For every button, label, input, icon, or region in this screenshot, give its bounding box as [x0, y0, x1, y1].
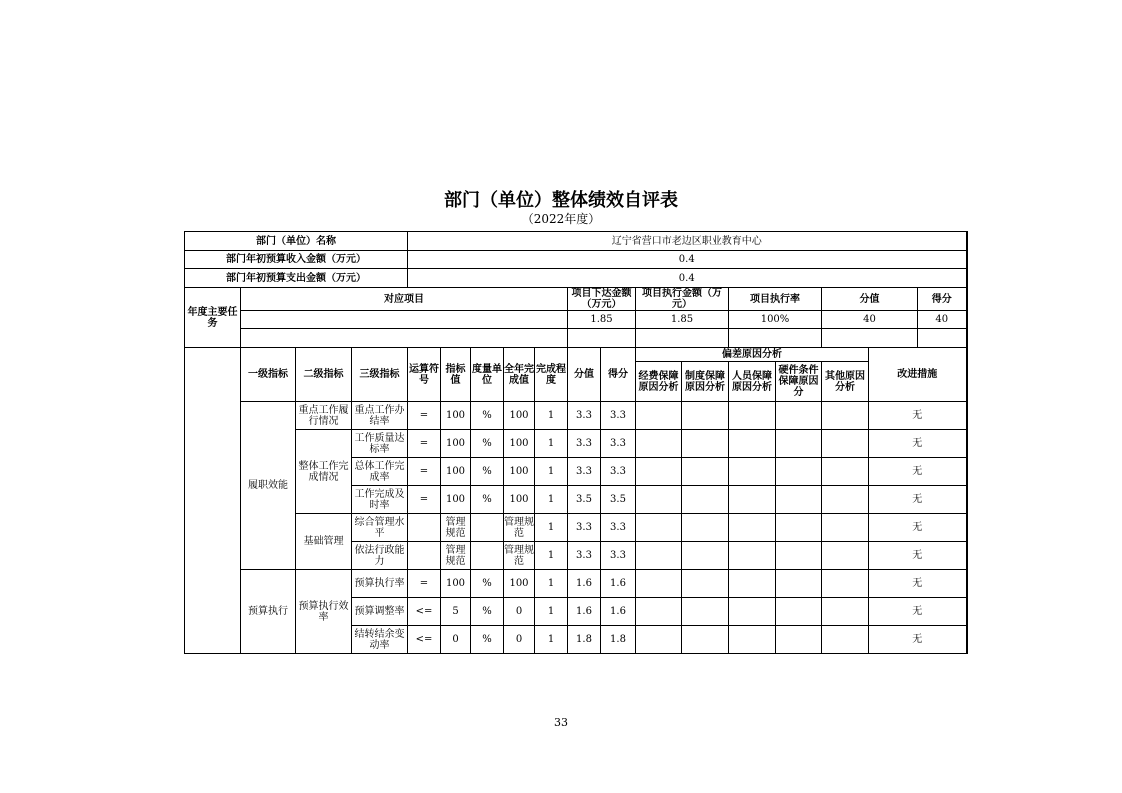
table-cell: 3.3 — [568, 430, 601, 458]
table-cell: 无 — [869, 486, 967, 514]
info-row-expense — [185, 269, 967, 288]
table-cell: 1 — [535, 570, 568, 598]
table-cell — [636, 598, 682, 626]
execution-rate-value: 100% — [729, 311, 822, 329]
dept-name-value: 辽宁省营口市老边区职业教育中心 — [408, 232, 967, 251]
table-cell — [822, 598, 869, 626]
page-title: 部门（单位）整体绩效自评表 — [444, 190, 678, 211]
table-cell: 100 — [504, 486, 535, 514]
indicator-blank-cell — [185, 348, 241, 654]
dev-funding-header: 经费保障原因分析 — [636, 362, 682, 402]
table-cell: 3.3 — [601, 542, 636, 570]
executed-amount-header: 项目执行金额（万元） — [636, 288, 729, 311]
table-cell: 依法行政能力 — [352, 542, 408, 570]
table-cell: 管理规范 — [441, 514, 471, 542]
dept-name-label: 部门（单位）名称 — [185, 232, 408, 251]
target-header: 指标值 — [441, 348, 471, 402]
table-cell: 3.3 — [601, 402, 636, 430]
project-value — [241, 311, 568, 329]
table-row — [185, 402, 967, 430]
table-cell — [822, 486, 869, 514]
executed-amount-value: 1.85 — [636, 311, 729, 329]
table-cell — [729, 542, 776, 570]
dev-other-header: 其他原因分析 — [822, 362, 869, 402]
score-header: 得分 — [918, 288, 967, 311]
income-value: 0.4 — [408, 251, 967, 269]
table-cell: 管理规范 — [441, 542, 471, 570]
table-cell — [776, 626, 822, 654]
table-cell: % — [471, 626, 504, 654]
project-header: 对应项目 — [241, 288, 568, 311]
weight-header: 分值 — [568, 348, 601, 402]
table-cell — [729, 626, 776, 654]
table-cell — [568, 329, 636, 348]
table-cell — [776, 570, 822, 598]
deviation-header: 偏差原因分析 — [636, 348, 869, 362]
table-cell: 0 — [441, 626, 471, 654]
table-cell: 综合管理水平 — [352, 514, 408, 542]
table-cell: <= — [408, 598, 441, 626]
table-cell — [822, 514, 869, 542]
table-cell: 工作质量达标率 — [352, 430, 408, 458]
table-cell: 1 — [535, 402, 568, 430]
dev-hardware-header: 硬件条件保障原因分 — [776, 362, 822, 402]
table-cell — [822, 430, 869, 458]
table-cell — [682, 486, 729, 514]
table-cell: = — [408, 402, 441, 430]
table-cell: 重点工作办结率 — [352, 402, 408, 430]
table-cell: 总体工作完成率 — [352, 458, 408, 486]
table-cell: % — [471, 402, 504, 430]
table-cell — [471, 542, 504, 570]
table-cell — [408, 542, 441, 570]
table-cell — [776, 598, 822, 626]
score-weight-header: 分值 — [822, 288, 918, 311]
group-budget-efficiency: 预算执行效率 — [296, 570, 352, 654]
group-performance: 履职效能 — [241, 402, 296, 570]
table-cell: = — [408, 458, 441, 486]
task-empty-row — [185, 329, 967, 348]
table-cell: 无 — [869, 458, 967, 486]
table-cell: 3.3 — [601, 458, 636, 486]
table-cell: 工作完成及时率 — [352, 486, 408, 514]
task-header-row — [185, 288, 967, 311]
table-cell: 3.3 — [601, 430, 636, 458]
table-cell: 管理规范 — [504, 542, 535, 570]
table-cell: 1 — [535, 514, 568, 542]
group-budget-exec: 预算执行 — [241, 570, 296, 654]
table-cell — [776, 430, 822, 458]
table-cell — [682, 626, 729, 654]
level1-header: 一级指标 — [241, 348, 296, 402]
table-cell: 5 — [441, 598, 471, 626]
table-cell: 1.6 — [601, 570, 636, 598]
table-cell — [636, 329, 729, 348]
score-value: 40 — [918, 311, 967, 329]
unit-header: 度量单位 — [471, 348, 504, 402]
dev-system-header: 制度保障原因分析 — [682, 362, 729, 402]
page-subtitle: （2022年度） — [521, 212, 601, 226]
table-cell: 1.6 — [568, 570, 601, 598]
table-cell: 预算调整率 — [352, 598, 408, 626]
table-cell — [822, 329, 918, 348]
table-cell: 1 — [535, 458, 568, 486]
table-cell: 无 — [869, 542, 967, 570]
operator-header: 运算符号 — [408, 348, 441, 402]
improvement-header: 改进措施 — [869, 348, 967, 402]
table-cell: = — [408, 486, 441, 514]
table-cell: 无 — [869, 598, 967, 626]
group-key-work: 重点工作履行情况 — [296, 402, 352, 430]
table-cell: 1.6 — [568, 598, 601, 626]
table-cell — [822, 542, 869, 570]
table-cell: 100 — [441, 458, 471, 486]
table-cell: 3.3 — [601, 514, 636, 542]
table-cell — [729, 402, 776, 430]
table-cell — [682, 542, 729, 570]
table-cell — [682, 458, 729, 486]
table-cell — [636, 514, 682, 542]
table-cell: 1 — [535, 486, 568, 514]
table-cell — [822, 458, 869, 486]
table-row — [185, 514, 967, 542]
table-cell: 100 — [441, 402, 471, 430]
table-cell: 无 — [869, 402, 967, 430]
table-cell — [918, 329, 967, 348]
table-cell: 100 — [504, 402, 535, 430]
table-cell — [682, 598, 729, 626]
table-cell — [822, 570, 869, 598]
table-cell — [729, 486, 776, 514]
table-cell: 100 — [504, 570, 535, 598]
table-cell — [682, 514, 729, 542]
table-cell — [636, 458, 682, 486]
table-cell — [822, 626, 869, 654]
table-cell — [636, 542, 682, 570]
expense-label: 部门年初预算支出金额（万元） — [185, 269, 408, 288]
allocated-amount-value: 1.85 — [568, 311, 636, 329]
table-cell: 3.3 — [568, 458, 601, 486]
table-cell: 无 — [869, 626, 967, 654]
table-cell — [408, 514, 441, 542]
table-cell: 无 — [869, 570, 967, 598]
table-cell: 无 — [869, 430, 967, 458]
row-score-header: 得分 — [601, 348, 636, 402]
table-cell: 3.3 — [568, 402, 601, 430]
table-cell — [636, 430, 682, 458]
table-cell — [729, 430, 776, 458]
table-cell — [729, 570, 776, 598]
table-cell — [729, 329, 822, 348]
table-cell — [822, 402, 869, 430]
table-cell — [636, 402, 682, 430]
table-cell: 3.5 — [568, 486, 601, 514]
income-label: 部门年初预算收入金额（万元） — [185, 251, 408, 269]
level2-header: 二级指标 — [296, 348, 352, 402]
table-cell — [682, 430, 729, 458]
table-cell — [729, 598, 776, 626]
page-number: 33 — [554, 716, 568, 729]
table-cell — [729, 458, 776, 486]
group-overall-work: 整体工作完成情况 — [296, 430, 352, 514]
table-cell: 100 — [504, 458, 535, 486]
task-value-row — [185, 311, 967, 329]
table-cell: % — [471, 486, 504, 514]
table-cell: 管理规范 — [504, 514, 535, 542]
indicator-header-row-1 — [185, 348, 967, 362]
self-evaluation-table — [184, 231, 968, 654]
table-cell: % — [471, 570, 504, 598]
annual-task-label: 年度主要任务 — [185, 288, 241, 348]
table-cell: 0 — [504, 598, 535, 626]
table-cell: 预算执行率 — [352, 570, 408, 598]
table-cell — [241, 329, 568, 348]
table-cell: 1.8 — [601, 626, 636, 654]
table-cell: <= — [408, 626, 441, 654]
table-cell — [776, 514, 822, 542]
table-cell — [729, 514, 776, 542]
table-cell — [776, 458, 822, 486]
level3-header: 三级指标 — [352, 348, 408, 402]
table-cell — [636, 486, 682, 514]
table-cell: 3.3 — [568, 542, 601, 570]
table-cell — [776, 542, 822, 570]
completion-header: 完成程度 — [535, 348, 568, 402]
actual-header: 全年完成值 — [504, 348, 535, 402]
table-cell: 1 — [535, 598, 568, 626]
expense-value: 0.4 — [408, 269, 967, 288]
table-cell: 3.3 — [568, 514, 601, 542]
table-cell: 1.8 — [568, 626, 601, 654]
table-cell — [776, 402, 822, 430]
table-cell: % — [471, 430, 504, 458]
table-cell: 结转结余变动率 — [352, 626, 408, 654]
table-cell — [682, 402, 729, 430]
table-cell: 100 — [441, 486, 471, 514]
table-cell: 100 — [504, 430, 535, 458]
table-cell: = — [408, 430, 441, 458]
table-row — [185, 430, 967, 458]
table-cell: 1.6 — [601, 598, 636, 626]
table-cell: 1 — [535, 542, 568, 570]
table-cell — [776, 486, 822, 514]
score-weight-value: 40 — [822, 311, 918, 329]
table-cell: % — [471, 598, 504, 626]
info-row-income — [185, 251, 967, 269]
allocated-amount-header: 项目下达金额（万元） — [568, 288, 636, 311]
table-cell — [471, 514, 504, 542]
table-cell — [636, 570, 682, 598]
table-cell: 3.5 — [601, 486, 636, 514]
table-cell: = — [408, 570, 441, 598]
info-row-dept — [185, 232, 967, 251]
table-cell: 100 — [441, 570, 471, 598]
table-cell: 无 — [869, 514, 967, 542]
dev-personnel-header: 人员保障原因分析 — [729, 362, 776, 402]
execution-rate-header: 项目执行率 — [729, 288, 822, 311]
table-cell: 1 — [535, 430, 568, 458]
table-cell: 100 — [441, 430, 471, 458]
table-cell: % — [471, 458, 504, 486]
group-basic-mgmt: 基础管理 — [296, 514, 352, 570]
table-row — [185, 570, 967, 598]
table-cell — [636, 626, 682, 654]
table-cell: 1 — [535, 626, 568, 654]
table-cell — [682, 570, 729, 598]
table-cell: 0 — [504, 626, 535, 654]
